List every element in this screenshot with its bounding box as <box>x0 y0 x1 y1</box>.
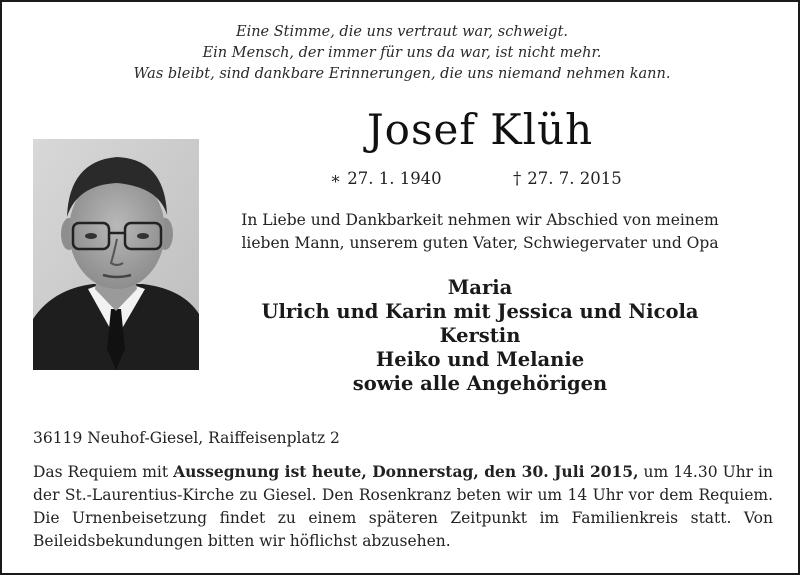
birth-date-value: 27. 1. 1940 <box>347 169 442 188</box>
verse-line: Eine Stimme, die uns vertraut war, schweigt. <box>235 24 569 40</box>
mourner-entry: Maria <box>447 276 513 299</box>
memorial-verse <box>2 22 800 85</box>
farewell-text <box>212 209 748 255</box>
birth-date <box>330 169 442 188</box>
birth-star-icon: ∗ <box>330 169 342 188</box>
verse-line: Was bleibt, sind dankbare Erinnerungen, die uns niemand nehmen kann. <box>133 66 671 82</box>
notice-details: um 14.30 Uhr in der St.-Laurentius-Kirche zu Giesel. Den Rosenkranz beten wir um 14 Uhr vor dem Requiem. Die Urnenbeisetzung findet zu einem späteren Zeitpunkt im Familienkreis statt. Von Beileidsbekundungen bitten wir höflichst abzusehen. <box>33 463 773 550</box>
notice-highlight: Aussegnung ist heute, Donnerstag, den 30. Juli 2015, <box>173 462 639 481</box>
life-dates <box>330 169 650 193</box>
death-date-value: 27. 7. 2015 <box>527 169 622 188</box>
mourner-entry: Heiko und Melanie <box>375 348 585 371</box>
death-date <box>513 169 622 188</box>
death-cross-icon: † <box>513 169 522 188</box>
farewell-line: lieben Mann, unserem guten Vater, Schwiegervater und Opa <box>241 234 719 252</box>
deceased-name: Josef Klüh <box>366 105 594 154</box>
notice-intro: Das Requiem mit <box>33 463 174 481</box>
mourner-entry: Kerstin <box>439 324 521 347</box>
mourners-list <box>212 276 748 396</box>
service-notice <box>33 460 773 553</box>
farewell-line: In Liebe und Dankbarkeit nehmen wir Abschied von meinem <box>241 211 719 229</box>
family-address: 36119 Neuhof-Giesel, Raiffeisenplatz 2 <box>33 429 340 447</box>
verse-line: Ein Mensch, der immer für uns da war, ist nicht mehr. <box>202 45 602 61</box>
mourner-entry: Ulrich und Karin mit Jessica und Nicola <box>261 300 699 323</box>
portrait-photo <box>33 139 199 370</box>
mourner-entry: sowie alle Angehörigen <box>352 372 608 395</box>
